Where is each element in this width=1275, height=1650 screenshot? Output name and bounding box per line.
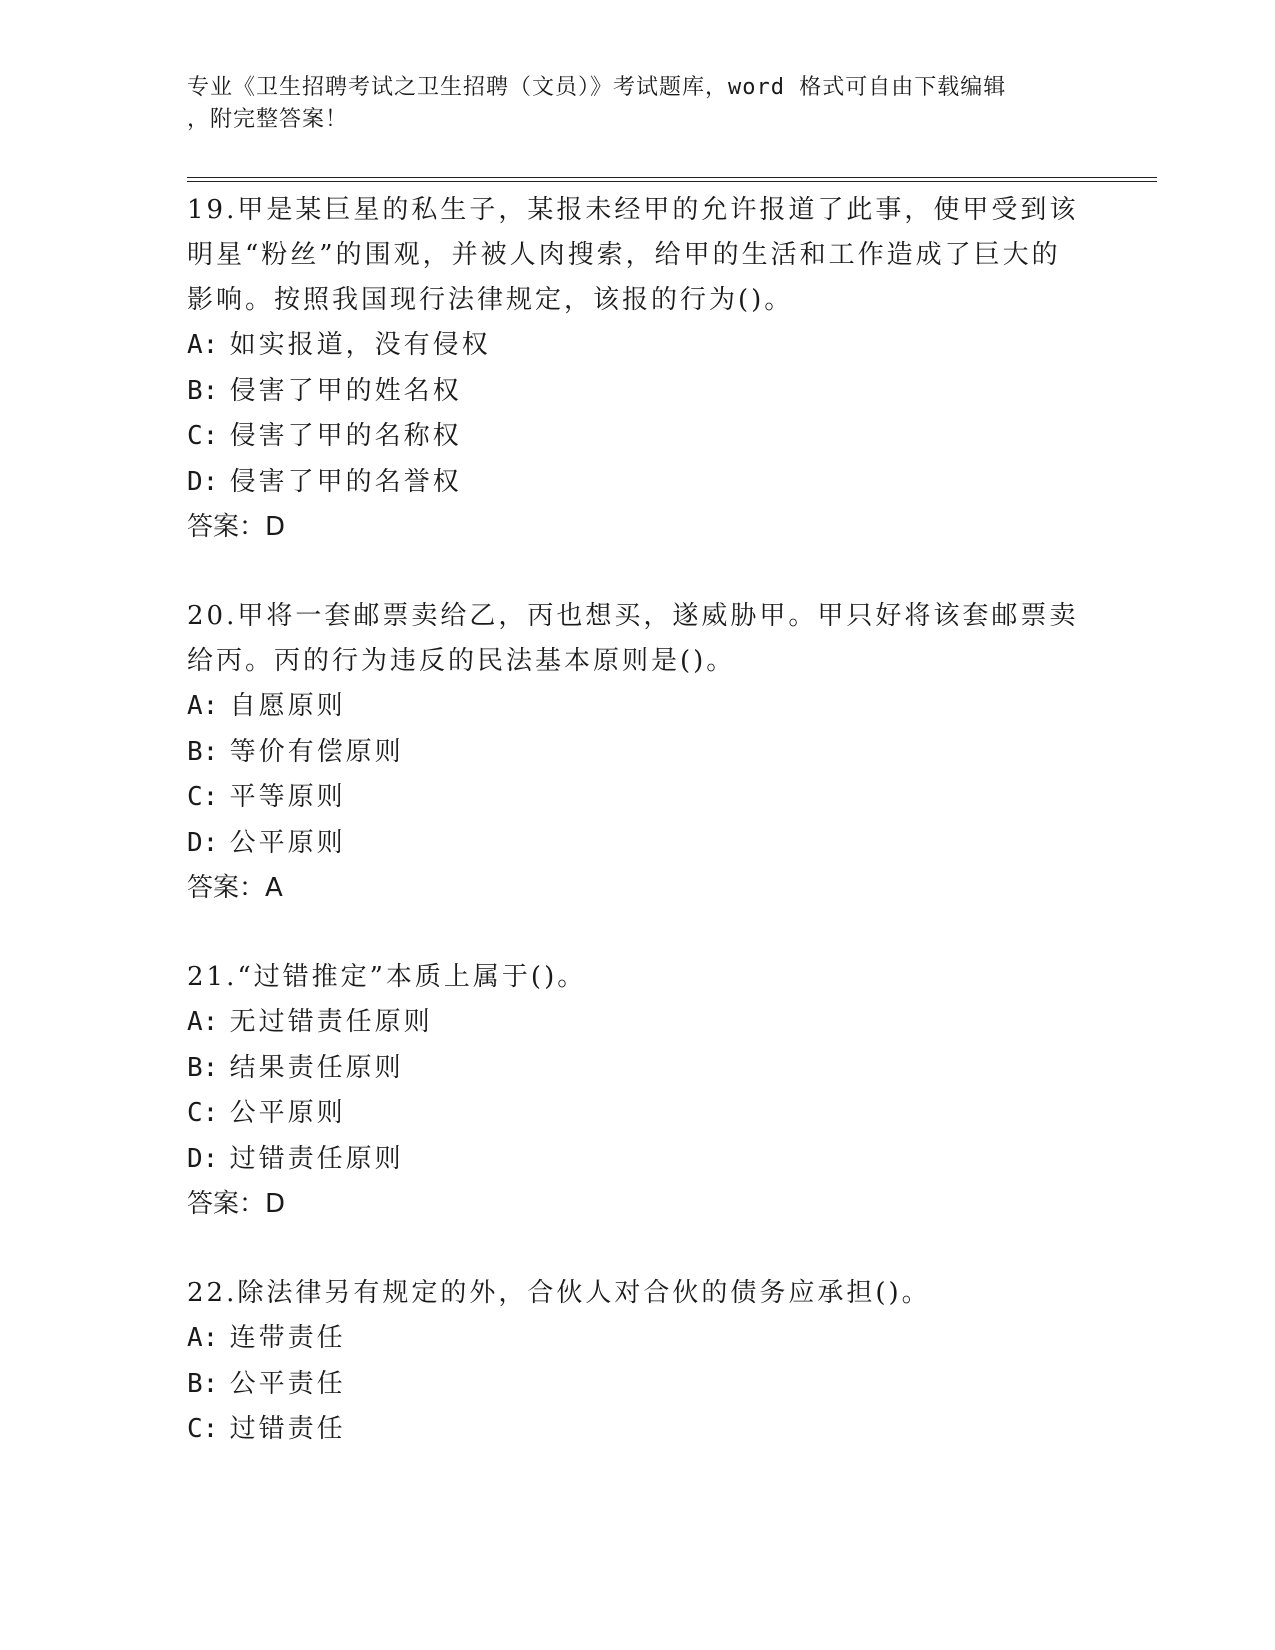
option-text: 侵害了甲的名誉权 bbox=[229, 466, 462, 497]
answer-line: 答案：D bbox=[187, 512, 286, 542]
option-letter: A: bbox=[187, 1323, 219, 1353]
option-letter: B: bbox=[187, 1368, 219, 1399]
option-text: 连带责任 bbox=[229, 1323, 346, 1353]
option-text: 过错责任原则 bbox=[229, 1143, 404, 1174]
option-letter: A: bbox=[187, 330, 219, 360]
option-b bbox=[187, 730, 1087, 776]
answer-line: 答案：D bbox=[187, 1189, 286, 1219]
header-double-rule bbox=[187, 177, 1157, 182]
option-letter: D: bbox=[187, 466, 219, 497]
question-stem: 21.“过错推定”本质上属于()。 bbox=[187, 962, 587, 992]
option-text: 公平原则 bbox=[229, 1098, 346, 1128]
question-stem: 19.甲是某巨星的私生子，某报未经甲的允许报道了此事，使甲受到该明星“粉丝”的围观，并被人肉搜索，给甲的生活和工作造成了巨大的影响。按照我国现行法律规定，该报的行为()。 bbox=[187, 195, 1079, 315]
option-letter: B: bbox=[187, 736, 219, 767]
option-b bbox=[187, 369, 1087, 415]
option-text: 自愿原则 bbox=[229, 691, 346, 721]
option-text: 如实报道，没有侵权 bbox=[229, 330, 491, 360]
answer-line: 答案：A bbox=[187, 873, 283, 903]
option-letter: A: bbox=[187, 1007, 219, 1037]
option-text: 过错责任 bbox=[229, 1414, 346, 1444]
question-list bbox=[187, 188, 1087, 1497]
option-text: 等价有偿原则 bbox=[229, 736, 404, 767]
option-d bbox=[187, 821, 1087, 867]
option-letter: C: bbox=[187, 782, 219, 812]
option-a bbox=[187, 323, 1087, 369]
question-stem: 22.除法律另有规定的外，合伙人对合伙的债务应承担()。 bbox=[187, 1278, 931, 1308]
option-text: 侵害了甲的姓名权 bbox=[229, 375, 462, 406]
option-b bbox=[187, 1362, 1087, 1408]
question-19 bbox=[187, 188, 1087, 550]
question-stem: 20.甲将一套邮票卖给乙，丙也想买，遂威胁甲。甲只好将该套邮票卖给丙。丙的行为违反的民法基本原则是()。 bbox=[187, 601, 1079, 676]
option-text: 平等原则 bbox=[229, 782, 346, 812]
option-c bbox=[187, 1091, 1087, 1137]
option-letter: C: bbox=[187, 1414, 219, 1444]
option-letter: C: bbox=[187, 421, 219, 451]
header-line-2: ，附完整答案！ bbox=[187, 107, 349, 132]
option-a bbox=[187, 1316, 1087, 1362]
option-text: 无过错责任原则 bbox=[229, 1007, 433, 1037]
question-20 bbox=[187, 594, 1087, 911]
option-d bbox=[187, 460, 1087, 506]
option-letter: D: bbox=[187, 1143, 219, 1174]
option-letter: B: bbox=[187, 375, 219, 406]
option-text: 公平责任 bbox=[229, 1368, 346, 1399]
question-22 bbox=[187, 1271, 1087, 1453]
option-c bbox=[187, 414, 1087, 460]
option-a bbox=[187, 684, 1087, 730]
option-text: 结果责任原则 bbox=[229, 1052, 404, 1083]
option-b bbox=[187, 1046, 1087, 1092]
option-c bbox=[187, 775, 1087, 821]
option-text: 公平原则 bbox=[229, 827, 346, 858]
option-letter: C: bbox=[187, 1098, 219, 1128]
option-letter: B: bbox=[187, 1052, 219, 1083]
option-text: 侵害了甲的名称权 bbox=[229, 421, 462, 451]
page-header bbox=[187, 72, 1067, 136]
option-letter: A: bbox=[187, 691, 219, 721]
option-letter: D: bbox=[187, 827, 219, 858]
question-21 bbox=[187, 955, 1087, 1227]
header-line-1: 专业《卫生招聘考试之卫生招聘（文员）》考试题库，word 格式可自由下载编辑 bbox=[187, 75, 1007, 100]
option-d bbox=[187, 1137, 1087, 1183]
option-a bbox=[187, 1000, 1087, 1046]
option-c bbox=[187, 1407, 1087, 1453]
